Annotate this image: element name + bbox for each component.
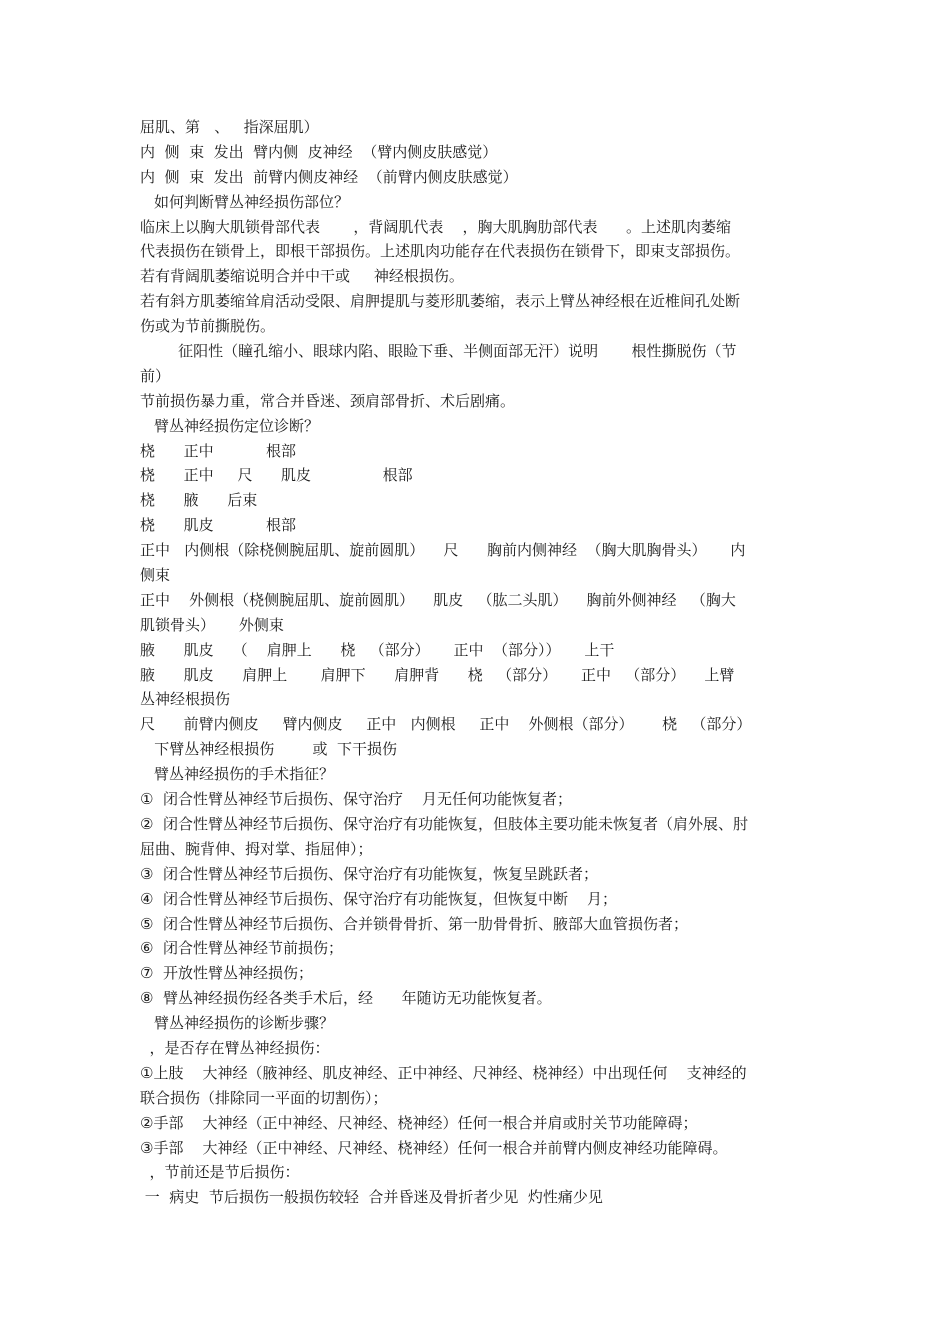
list-item: ② 闭合性臂丛神经节后损伤、保守治疗有功能恢复，但肢体主要功能未恢复者（肩外展、肘 — [140, 814, 748, 833]
text-line: ，是否存在臂丛神经损伤： — [140, 1038, 330, 1057]
list-item: ⑥ 闭合性臂丛神经节前损伤； — [140, 939, 343, 958]
text-line: 节前损伤暴力重，常合并昏迷、颈肩部骨折、术后剧痛。 — [140, 391, 516, 410]
text-line: 桡 正中 尺 肌皮 根部 — [140, 466, 413, 485]
text-line: 桡 正中 根部 — [140, 441, 297, 460]
text-line: 正中 外侧根（桡侧腕屈肌、旋前圆肌） 肌皮 （肱二头肌） 胸前外侧神经 （胸大 — [140, 590, 736, 609]
text-line: 屈曲、腕背伸、拇对掌、指屈伸）； — [140, 839, 373, 858]
text-line: 肌锁骨头） 外侧束 — [140, 615, 284, 634]
text-line: 桡 腋 后束 — [140, 491, 258, 510]
list-item: ⑤ 闭合性臂丛神经节后损伤、合并锁骨骨折、第一肋骨骨折、腋部大血管损伤者； — [140, 914, 688, 933]
section-question: 臂丛神经损伤的诊断步骤？ — [154, 1014, 335, 1033]
text-line: 临床上以胸大肌锁骨部代表 ，背阔肌代表 ，胸大肌胸肋部代表 。上述肌肉萎缩 — [140, 217, 732, 236]
section-question: 如何判断臂丛神经损伤部位？ — [154, 192, 350, 211]
text-line: 若有背阔肌萎缩说明合并中干或 神经根损伤。 — [140, 267, 464, 286]
text-line: 代表损伤在锁骨上，即根干部损伤。上述肌肉功能存在代表损伤在锁骨下，即束支部损伤。 — [140, 242, 741, 261]
text-line: 内 侧 束 发出 前臂内侧皮神经 （前臂内侧皮肤感觉） — [140, 167, 518, 186]
text-line: 前） — [140, 366, 171, 385]
text-line: 尺 前臂内侧皮 臂内侧皮 正中 内侧根 正中 外侧根（部分） 桡 （部分） — [140, 715, 752, 734]
list-item: ③ 闭合性臂丛神经节后损伤、保守治疗有功能恢复，恢复呈跳跃者； — [140, 864, 598, 883]
list-item: ③手部 大神经（正中神经、尺神经、桡神经）任何一根合并前臂内侧皮神经功能障碍。 — [140, 1138, 728, 1157]
text-line: 腋 肌皮 （ 肩胛上 桡 （部分） 正中 （部分）） 上干 — [140, 640, 615, 659]
list-item: ⑧ 臂丛神经损伤经各类手术后，经 年随访无功能恢复者。 — [140, 989, 552, 1008]
text-line: 联合损伤（排除同一平面的切割伤）； — [140, 1088, 388, 1107]
section-question: 臂丛神经损伤定位诊断？ — [154, 416, 320, 435]
text-line: 征阳性（瞳孔缩小、眼球内陷、眼睑下垂、半侧面部无汗）说明 根性撕脱伤（节 — [140, 342, 737, 361]
list-item: ②手部 大神经（正中神经、尺神经、桡神经）任何一根合并肩或肘关节功能障碍； — [140, 1113, 698, 1132]
text-line: 侧束 — [140, 566, 171, 585]
list-item: ⑦ 开放性臂丛神经损伤； — [140, 964, 313, 983]
text-line: 屈肌、第 、 指深屈肌） — [140, 118, 319, 136]
text-line: 正中 内侧根（除桡侧腕屈肌、旋前圆肌） 尺 胸前内侧神经 （胸大肌胸骨头） 内 — [140, 541, 746, 560]
text-line: 伤或为节前撕脱伤。 — [140, 317, 276, 336]
text-line: 一 病史 节后损伤一般损伤较轻 合并昏迷及骨折者少见 灼性痛少见 — [140, 1188, 603, 1207]
text-line: 桡 肌皮 根部 — [140, 516, 297, 535]
list-item: ④ 闭合性臂丛神经节后损伤、保守治疗有功能恢复，但恢复中断 月； — [140, 889, 618, 908]
text-line: 腋 肌皮 肩胛上 肩胛下 肩胛背 桡 （部分） 正中 （部分） 上臂 — [140, 665, 735, 684]
list-item: ① 闭合性臂丛神经节后损伤、保守治疗 月无任何功能恢复者； — [140, 790, 573, 809]
text-line: 若有斜方肌萎缩耸肩活动受限、肩胛提肌与菱形肌萎缩，表示上臂丛神经根在近椎间孔处断 — [140, 292, 741, 311]
document-body — [140, 115, 812, 1210]
section-question: 臂丛神经损伤的手术指征？ — [154, 765, 335, 784]
text-line: 内 侧 束 发出 臂内侧 皮神经 （臂内侧皮肤感觉） — [140, 142, 498, 161]
text-line: 下臂丛神经根损伤 或 下干损伤 — [140, 740, 397, 759]
text-line: 丛神经根损伤 — [140, 690, 231, 709]
text-line: ，节前还是节后损伤： — [140, 1163, 300, 1182]
list-item: ①上肢 大神经（腋神经、肌皮神经、正中神经、尺神经、桡神经）中出现任何 支神经的 — [140, 1063, 747, 1082]
